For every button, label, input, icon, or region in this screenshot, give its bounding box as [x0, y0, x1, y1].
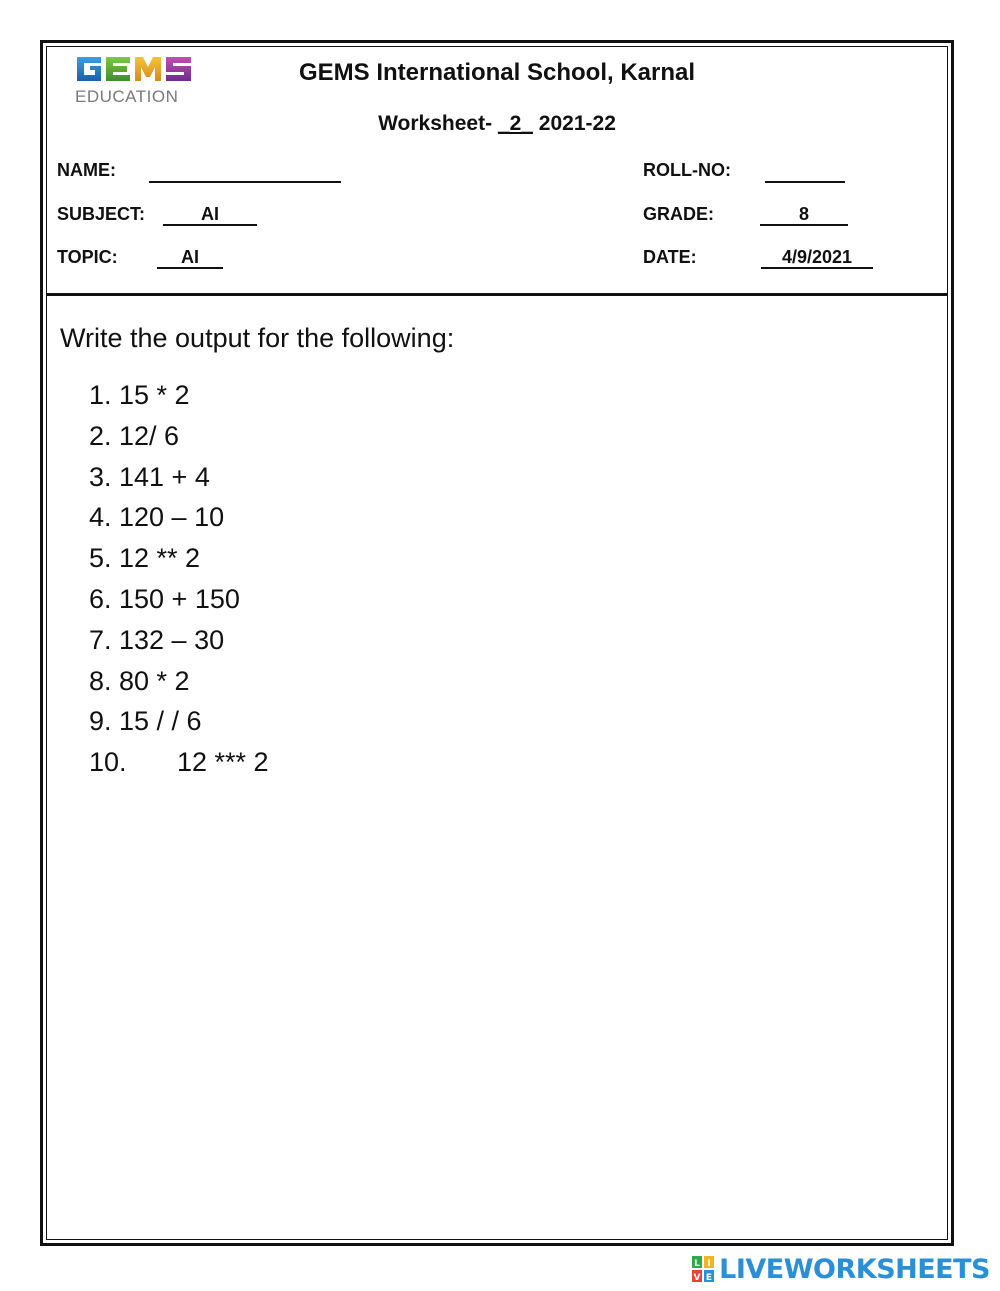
question-text: 12 *** 2: [177, 747, 269, 778]
question-text: 141 + 4: [119, 461, 210, 492]
question-text: 15 * 2: [119, 380, 190, 410]
worksheet-label: Worksheet-: [378, 112, 498, 135]
question-number: 3.: [89, 461, 112, 492]
question-number: 10.: [89, 747, 127, 778]
worksheet-year: 2021-22: [532, 112, 616, 135]
date-value: 4/9/2021: [761, 247, 873, 269]
svg-text:I: I: [707, 1259, 711, 1269]
liveworksheets-wordmark: LIVEWORKSHEETS: [719, 1253, 990, 1285]
question-text: 15 / / 6: [119, 706, 202, 737]
worksheet-inner-frame: [46, 46, 948, 1240]
question-number: 1.: [89, 380, 112, 410]
worksheet-frame: [40, 40, 954, 1246]
question-text: 120 – 10: [119, 502, 225, 533]
question-text: 12 ** 2: [119, 543, 201, 574]
liveworksheets-icon: [692, 1256, 714, 1282]
logo-subtitle: EDUCATION: [75, 87, 179, 106]
svg-text:E: E: [706, 1273, 713, 1282]
question-number: 9.: [89, 706, 112, 737]
subject-value: AI: [163, 204, 257, 226]
grade-label: GRADE:: [643, 204, 714, 224]
name-blank[interactable]: [149, 181, 341, 183]
subject-label: SUBJECT:: [57, 204, 146, 224]
question-text: 132 – 30: [119, 624, 225, 655]
roll-no-label: ROLL-NO:: [643, 160, 731, 180]
roll-no-blank[interactable]: [765, 181, 845, 183]
question-number: 4.: [89, 502, 112, 533]
question-text: 12/ 6: [119, 420, 180, 451]
question-number: 6.: [89, 583, 112, 614]
question-text: 150 + 150: [119, 583, 240, 614]
question-number: 2.: [89, 420, 112, 451]
question-number: 7.: [89, 624, 112, 655]
worksheet-header: [47, 47, 947, 296]
school-title: GEMS International School, Karnal: [298, 59, 696, 86]
liveworksheets-brand: [692, 1252, 990, 1286]
instruction-text: Write the output for the following:: [60, 323, 455, 353]
grade-value: 8: [760, 204, 848, 226]
svg-text:V: V: [693, 1273, 701, 1282]
worksheet-title: [47, 112, 947, 136]
question-number: 8.: [89, 665, 112, 696]
svg-text:L: L: [694, 1259, 701, 1269]
topic-value: AI: [157, 247, 223, 269]
date-label: DATE:: [643, 247, 697, 267]
question-number: 5.: [89, 543, 112, 574]
topic-label: TOPIC:: [57, 247, 118, 267]
name-label: NAME:: [57, 160, 116, 180]
worksheet-number: _2_: [497, 112, 533, 135]
question-text: 80 * 2: [119, 665, 190, 696]
